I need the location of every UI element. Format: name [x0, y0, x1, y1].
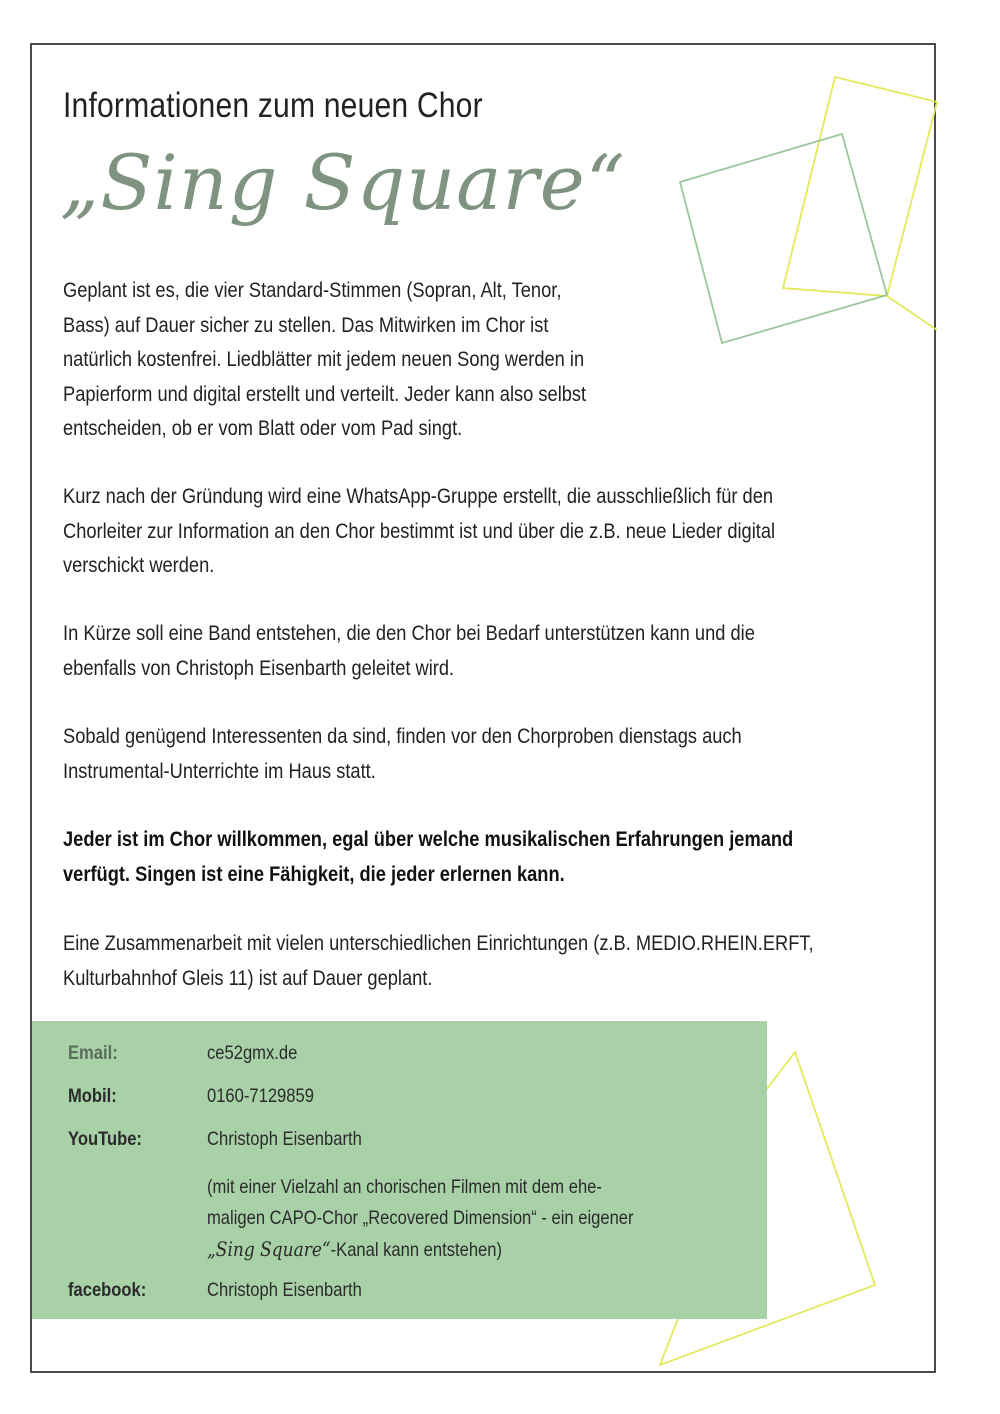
youtube-value[interactable]: Christoph Eisenbarth	[207, 1128, 362, 1150]
paragraph-line: Eine Zusammenarbeit mit vielen unterschiedlichen Einrichtungen (z.B. MEDIO.RHEIN.ERFT,	[63, 931, 814, 955]
paragraph-welcome	[63, 822, 793, 891]
paragraph-line: verschickt werden.	[63, 553, 215, 577]
paragraph-voices	[63, 273, 586, 446]
paragraph-line: Kulturbahnhof Gleis 11) ist auf Dauer geplant.	[63, 965, 433, 990]
email-label: Email:	[68, 1042, 118, 1064]
youtube-label: YouTube:	[68, 1128, 142, 1150]
paragraph-line: entscheiden, ob er vom Blatt oder vom Pad singt.	[63, 416, 463, 440]
email-value[interactable]: ce52gmx.de	[207, 1042, 298, 1064]
paragraph-whatsapp	[63, 479, 775, 583]
youtube-note-line	[207, 1234, 634, 1266]
youtube-note-choir-name: „Sing Square“	[207, 1237, 331, 1261]
paragraph-cooperation	[63, 926, 814, 995]
mobile-label: Mobil:	[68, 1085, 117, 1107]
contact-box	[32, 1021, 767, 1319]
paragraph-line: Instrumental-Unterrichte im Haus statt.	[63, 758, 376, 783]
youtube-note-line: maligen CAPO-Chor „Recovered Dimension“ - ein eigener	[207, 1207, 634, 1229]
paragraph-line: Kurz nach der Gründung wird eine WhatsApp-Gruppe erstellt, die ausschließlich für den	[63, 484, 774, 508]
youtube-note-line: (mit einer Vielzahl an chorischen Filmen mit dem ehe-	[207, 1176, 602, 1198]
paragraph-band	[63, 616, 755, 685]
paragraph-line: Sobald genügend Interessenten da sind, finden vor den Chorproben dienstags auch	[63, 724, 742, 748]
facebook-label: facebook:	[68, 1279, 147, 1301]
paragraph-line: Geplant ist es, die vier Standard-Stimmen (Sopran, Alt, Tenor,	[63, 278, 562, 302]
facebook-value[interactable]: Christoph Eisenbarth	[207, 1279, 362, 1301]
choir-name-title: „Sing Square“	[60, 138, 626, 227]
youtube-note	[207, 1172, 634, 1266]
paragraph-line: Bass) auf Dauer sicher zu stellen. Das Mitwirken im Chor ist	[63, 312, 549, 337]
paragraph-line: In Kürze soll eine Band entstehen, die den Chor bei Bedarf unterstützen kann und die	[63, 621, 755, 645]
paragraph-line: Chorleiter zur Information an den Chor bestimmt ist und über die z.B. neue Lieder digital	[63, 518, 776, 543]
paragraph-line: ebenfalls von Christoph Eisenbarth geleitet wird.	[63, 655, 455, 680]
paragraph-line: natürlich kostenfrei. Liedblätter mit jedem neuen Song werden in	[63, 347, 585, 371]
paragraph-line: Jeder ist im Chor willkommen, egal über welche musikalischen Erfahrungen jemand	[63, 827, 794, 851]
paragraph-line: verfügt. Singen ist eine Fähigkeit, die jeder erlernen kann.	[63, 861, 565, 886]
page-heading: Informationen zum neuen Chor	[63, 86, 483, 125]
youtube-note-line-rest: -Kanal kann entstehen)	[330, 1239, 503, 1261]
paragraph-instrumental	[63, 719, 742, 788]
mobile-value[interactable]: 0160-7129859	[207, 1085, 314, 1107]
paragraph-line: Papierform und digital erstellt und verteilt. Jeder kann also selbst	[63, 381, 587, 406]
